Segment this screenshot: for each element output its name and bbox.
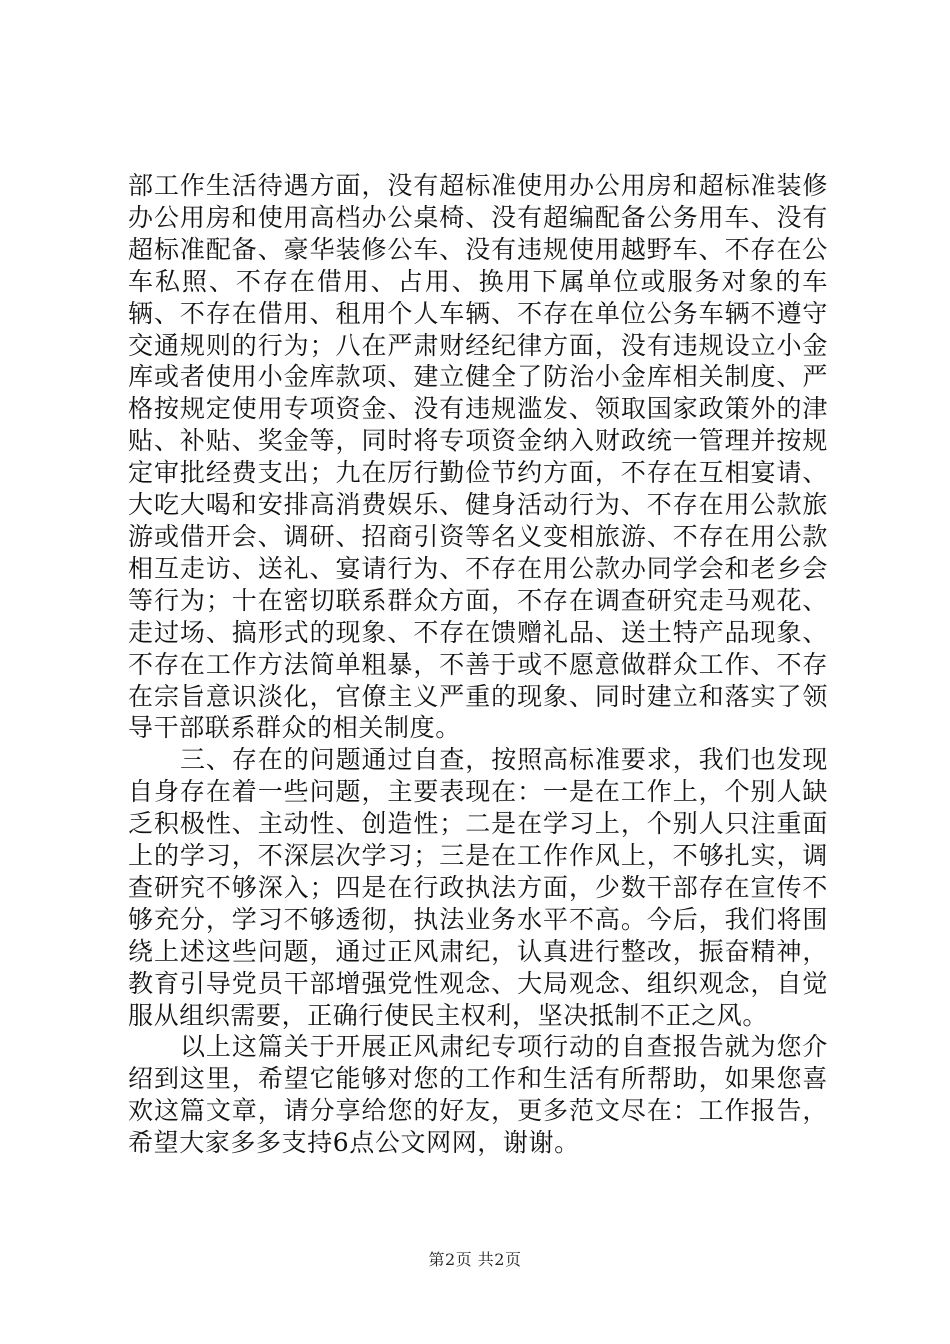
paragraph-continuation: 部工作生活待遇方面，没有超标准使用办公用房和超标准装修办公用房和使用高档办公桌椅、没有超编配备公务用车、没有超标准配备、豪华装修公车、没有违规使用越野车、不存在公车私照、不存在借用、占用、换用下属单位或服务对象的车辆、不存在借用、租用个人车辆、不存在单位公务车辆不遵守交通规则的行为；八在严肃财经纪律方面，没有违规设立小金库或者使用小金库款项、建立健全了防治小金库相关制度、严格按规定使用专项资金、没有违规滥发、领取国家政策外的津贴、补贴、奖金等，同时将专项资金纳入财政统一管理并按规定审批经费支出；九在厉行勤俭节约方面，不存在互相宴请、大吃大喝和安排高消费娱乐、健身活动行为、不存在用公款旅游或借开会、调研、招商引资等名义变相旅游、不存在用公款相互走访、送礼、宴请行为、不存在用公款办同学会和老乡会等行为；十在密切联系群众方面，不存在调查研究走马观花、走过场、搞形式的现象、不存在馈赠礼品、送土特产品现象、不存在工作方法简单粗暴，不善于或不愿意做群众工作、不存在宗旨意识淡化，官僚主义严重的现象、同时建立和落实了领导干部联系群众的相关制度。 bbox=[128, 171, 828, 743]
paragraph-problems: 三、存在的问题通过自查，按照高标准要求，我们也发现自身存在着一些问题，主要表现在：一是在工作上，个别人缺乏积极性、主动性、创造性；二是在学习上，个别人只注重面上的学习，不深层次学习；三是在工作作风上，不够扎实，调查研究不够深入；四是在行政执法方面，少数干部存在宣传不够充分，学习不够透彻，执法业务水平不高。今后，我们将围绕上述这些问题，通过正风肃纪，认真进行整改，振奋精神，教育引导党员干部增强党性观念、大局观念、组织观念，自觉服从组织需要，正确行使民主权利，坚决抵制不正之风。 bbox=[128, 745, 828, 1030]
paragraph-closing: 以上这篇关于开展正风肃纪专项行动的自查报告就为您介绍到这里，希望它能够对您的工作和生活有所帮助，如果您喜欢这篇文章，请分享给您的好友，更多范文尽在：工作报告，希望大家多多支持6点公文网网，谢谢。 bbox=[128, 1032, 828, 1158]
page-number-footer: 第2页 共2页 bbox=[428, 1250, 522, 1269]
document-body bbox=[128, 170, 828, 1159]
